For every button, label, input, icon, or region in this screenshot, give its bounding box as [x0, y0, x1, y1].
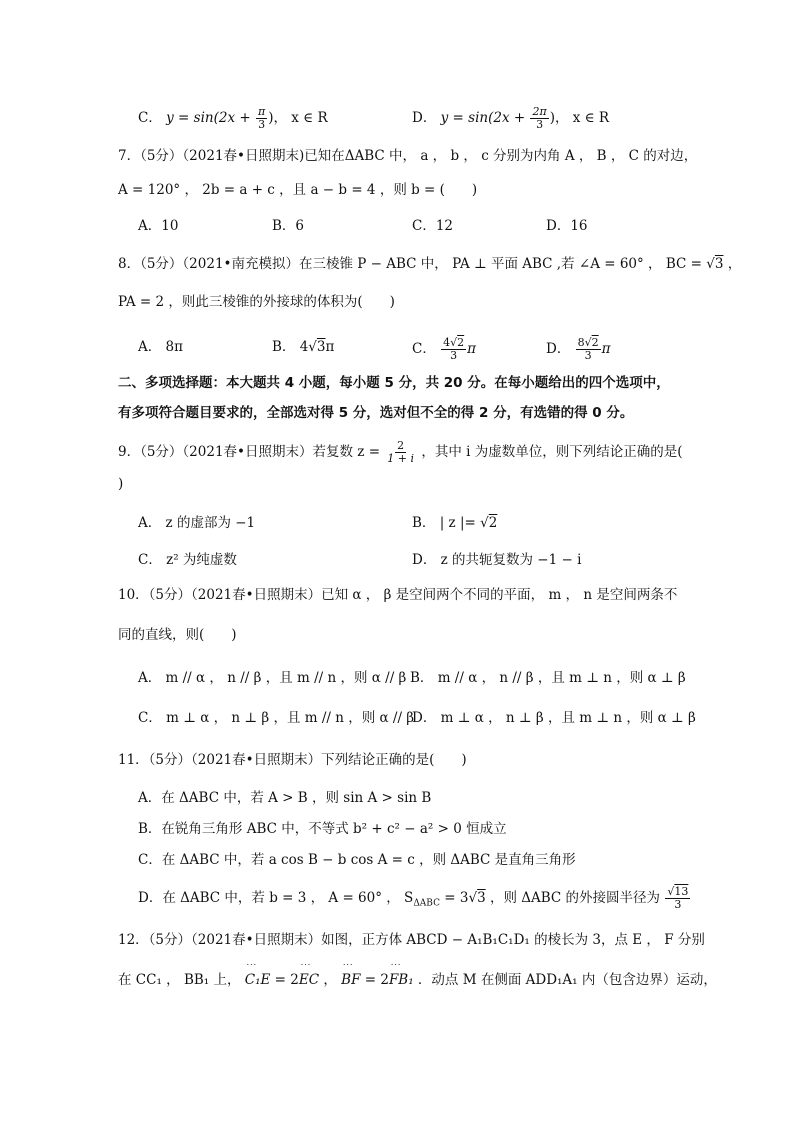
math-expr: 4√: [443, 336, 458, 349]
sqrt-radicand: 13: [674, 885, 689, 898]
fraction-denominator: 3: [258, 118, 266, 131]
fraction-denominator: 3: [584, 349, 592, 362]
fraction: [441, 337, 466, 362]
q8-line2: PA = 2 ，则此三棱锥的外接球的体积为( ): [118, 294, 395, 310]
sqrt-radicand: 2: [591, 336, 599, 349]
question-text: 在 CC₁ ， BB₁ 上，: [118, 972, 245, 988]
math-expr: π: [325, 339, 335, 355]
math-expr: 8√: [577, 336, 592, 349]
fraction-numerator: π: [257, 105, 266, 118]
q10-option-c: C． m ⊥ α ， n ⊥ β ，且 m // n ，则 α // β: [138, 710, 415, 726]
option-label: C．: [138, 110, 162, 126]
fraction: [576, 337, 601, 362]
sqrt-radicand: 3: [714, 256, 724, 272]
fraction-denominator: 3: [674, 898, 682, 911]
q7-line1: 7．（5分）（2021春•日照期末)已知在ΔABC 中， a ， b ， c 分别为内角 A ， B ， C 的对边，: [118, 148, 698, 164]
math-expr: y = sin(2x +: [166, 110, 255, 126]
math-expr: ，: [319, 972, 342, 988]
q8-option-c: [412, 337, 476, 362]
question-text: 8．（5分）（2021•南充模拟）在三棱锥 P − ABC 中， PA ⊥ 平面 ABC ,若 ∠A = 60° ， BC = √: [118, 256, 715, 272]
math-expr: D．在 ΔABC 中，若 b = 3 ， A = 60° ， S: [138, 890, 414, 906]
q8-option-a: A． 8π: [138, 339, 184, 355]
q11-line1: 11．（5分）（2021春•日照期末）下列结论正确的是( ): [118, 752, 467, 768]
sqrt-radicand: 2: [457, 336, 465, 349]
q7-option-a: A．10: [138, 218, 179, 234]
math-expr: ，则 ΔABC 的外接圆半径为: [485, 890, 665, 906]
q10-line1: 10．（5分）（2021春•日照期末）已知 α ， β 是空间两个不同的平面， m ， n 是空间两条不: [118, 587, 678, 603]
q7-line2: A = 120° ， 2b = a + c ，且 a − b = 4 ，则 b = ( ): [118, 182, 478, 198]
vector-label: ˙˙˙ EC: [299, 970, 319, 990]
fraction-denominator: 1 + i: [387, 452, 415, 465]
math-expr: π: [601, 341, 611, 357]
subscript: ΔABC: [413, 898, 440, 909]
q7-option-d: D．16: [546, 218, 588, 234]
q12-line2: [118, 970, 717, 990]
q11-option-a: A．在 ΔABC 中，若 A > B ，则 sin A > sin B: [138, 790, 432, 806]
q9-option-b: [412, 513, 497, 533]
option-label: C．: [412, 341, 436, 357]
fraction-denominator: 3: [450, 349, 458, 362]
q10-option-d: D． m ⊥ α ， n ⊥ β ，且 m ⊥ n ，则 α ⊥ β: [412, 710, 696, 726]
q9-line1: [118, 440, 683, 465]
q10-option-a: A． m // α ， n // β ，且 m // n ，则 α // β: [138, 670, 407, 686]
q10-line2: 同的直线，则( ): [118, 627, 237, 643]
fraction-numerator: 2π: [532, 105, 547, 118]
question-text: ，其中 i 为虚数单位，则下列结论正确的是(: [417, 444, 683, 460]
q12-line1: 12．（5分）（2021春•日照期末）如图，正方体 ABCD − A₁B₁C₁D₁ 的棱长为 3，点 E ， F 分别: [118, 932, 705, 948]
q9-option-d: D． z 的共轭复数为 −1 − i: [412, 552, 582, 568]
fraction: [530, 106, 548, 131]
math-expr: = 2: [360, 972, 389, 988]
vector-label: ˙˙˙ C₁E: [245, 970, 271, 990]
fraction: [256, 106, 267, 131]
q6-option-d: [412, 106, 609, 131]
math-expr: = 3√: [439, 890, 478, 906]
math-expr: = 2: [270, 972, 299, 988]
math-expr: π: [467, 341, 477, 357]
vector-label: ˙˙˙ FB₁: [389, 970, 414, 990]
q7-option-b: B．6: [272, 218, 305, 234]
q7-option-c: C．12: [412, 218, 454, 234]
question-text: 9．（5分）（2021春•日照期末）若复数 z =: [118, 444, 385, 460]
section-heading-line2: 有多项符合题目要求的，全部选对得 5 分，选对但不全的得 2 分，有选错的得 0 分。: [118, 405, 634, 421]
q9-option-a: A． z 的虚部为 −1: [138, 515, 256, 531]
math-expr: )， x ∈ R: [549, 110, 610, 126]
fraction: [385, 440, 416, 465]
q11-option-b: B．在锐角三角形 ABC 中，不等式 b² + c² − a² > 0 恒成立: [138, 821, 507, 837]
option-label: D．: [546, 341, 571, 357]
q10-option-b: B． m // α ， n // β ，且 m ⊥ n ，则 α ⊥ β: [410, 670, 686, 686]
q9-line2: ): [118, 476, 124, 492]
fraction-denominator: 3: [536, 118, 544, 131]
math-expr: )， x ∈ R: [268, 110, 328, 126]
math-expr: √: [667, 885, 675, 898]
option-label: D．: [412, 110, 437, 126]
math-expr: B． | z |= √: [412, 515, 489, 531]
math-expr: y = sin(2x +: [440, 110, 530, 126]
math-expr: B． 4√: [272, 339, 317, 355]
fraction: [665, 886, 690, 911]
question-text: ．动点 M 在侧面 ADD₁A₁ 内（包含边界）运动，: [413, 972, 717, 988]
sqrt-radicand: 3: [316, 339, 326, 355]
q6-option-c: [138, 106, 328, 131]
q8-option-d: [546, 337, 611, 362]
q8-option-b: [272, 337, 334, 357]
section-heading-line1: 二、多项选择题：本大题共 4 小题，每小题 5 分，共 20 分。在每小题给出的四个选项中，: [118, 375, 670, 391]
vector-label: ˙˙˙ BF: [341, 970, 360, 990]
sqrt-radicand: 3: [477, 890, 486, 906]
question-text: ，: [723, 256, 742, 272]
fraction-numerator: 2: [397, 439, 405, 452]
sqrt-radicand: 2: [488, 515, 498, 531]
q11-option-c: C．在 ΔABC 中，若 a cos B − b cos A = c ，则 ΔABC 是直角三角形: [138, 852, 576, 868]
q11-option-d: [138, 886, 691, 911]
q8-line1: [118, 254, 741, 274]
q9-option-c: C． z² 为纯虚数: [138, 552, 237, 568]
